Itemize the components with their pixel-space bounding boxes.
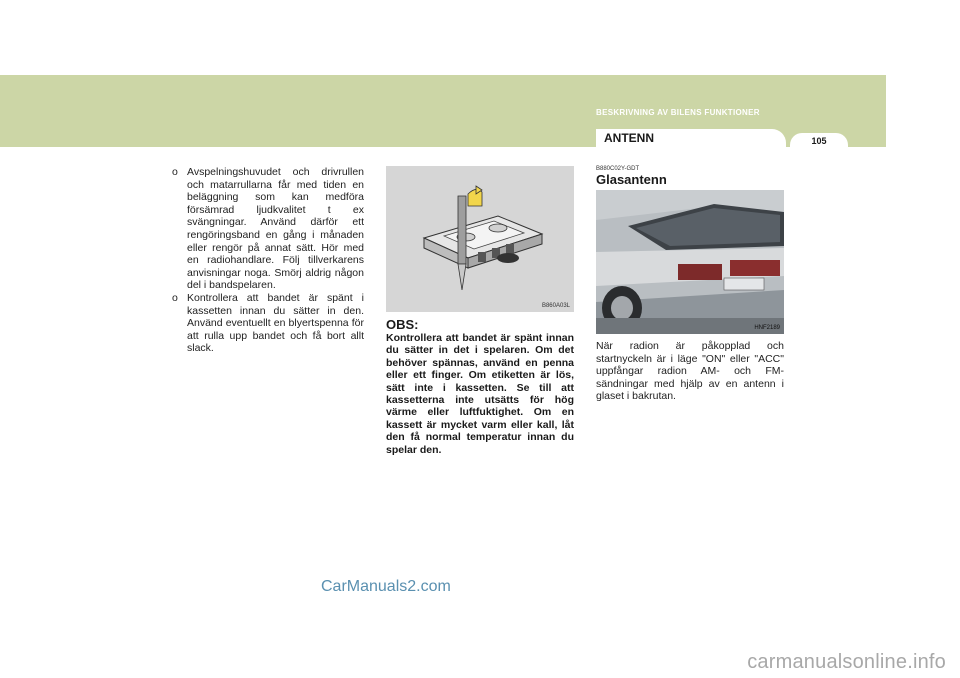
page-tab [790, 133, 848, 147]
obs-text: Kontrollera att bandet är spänt innan du sätter in det i spelaren. Om det behöver spännas, använd en penna eller ett finger. Om etiketten är lös, sätt inte i kassetten. Se till att kassetterna inte utsätts för hög värme eller luftfuktighet. Om en kassett är mycket varm eller kall, låt den få normal temperatur innan du spelar den. [386, 332, 574, 456]
car-rear-window-photo [596, 190, 784, 334]
bullet: o [172, 291, 178, 304]
watermark-link[interactable]: CarManuals2.com [321, 578, 451, 595]
footer-logo: carmanualsonline.info [747, 651, 946, 673]
body-text: När radion är påkopplad och startnyckeln är i läge "ON" eller "ACC" uppfångar radion AM- och FM-sändningar med hjälp av en antenn i glaset i bakrutan. [596, 340, 784, 403]
list-item [172, 292, 364, 355]
maintenance-list [172, 166, 364, 355]
car-figure [596, 190, 784, 334]
section-heading: Glasantenn [596, 172, 667, 187]
page-number: 105 [811, 136, 827, 146]
figure-code: B860A03L [541, 303, 570, 309]
list-item-text: Kontrollera att bandet är spänt i kassetten innan du sätter in den. Använd eventuellt en blyertspenna för att rulla upp bandet och få bort allt slack. [187, 291, 364, 355]
figure-code: HNF2189 [754, 325, 780, 331]
reference-code: B880C02Y-GDT [596, 166, 640, 172]
bullet: o [172, 166, 178, 178]
cassette-figure [386, 166, 574, 312]
obs-note [386, 318, 574, 456]
chapter-tab [596, 129, 786, 147]
section-title: BESKRIVNING AV BILENS FUNKTIONER [596, 108, 760, 117]
list-item-text: Avspelningshuvudet och drivrullen och matarrullarna får med tiden en beläggning som kan medföra försämrad ljudkvalitet t ex svängningar. Använd därför ett rengöringsband en gång i månaden eller rengör på annat sätt. Hör med en radiohandlare. Följ tillverkarens anvisningar noga. Smörj aldrig någon del i bandspelaren. [187, 166, 364, 292]
cassette-with-pencil-illustration [386, 166, 574, 312]
chapter-label: ANTENN [604, 131, 654, 145]
obs-heading: OBS: [386, 317, 419, 332]
antenna-section [596, 166, 784, 403]
list-item [172, 166, 364, 292]
